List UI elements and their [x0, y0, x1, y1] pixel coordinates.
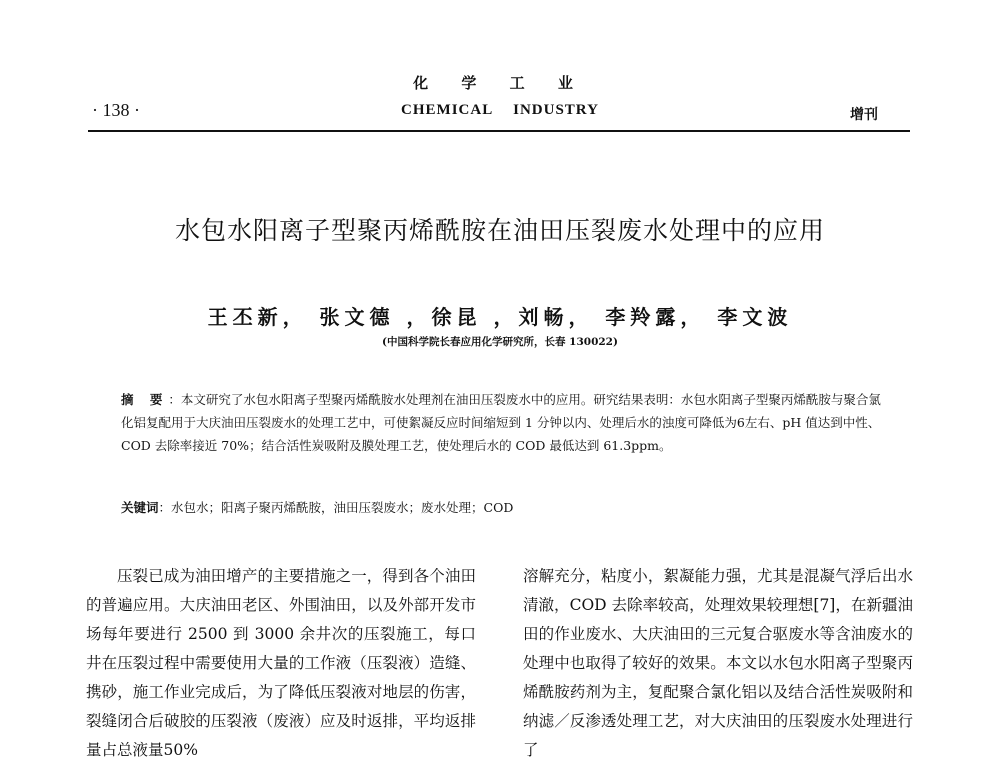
abstract: [121, 388, 881, 457]
keywords: [121, 496, 881, 519]
author-list: 王丕新， 张文德 ，徐昆 ，刘畅， 李羚露， 李文波: [207, 305, 793, 329]
abstract-text: ：本文研究了水包水阳离子型聚丙烯酰胺水处理剂在油田压裂废水中的应用。研究结果表明：水包水阳离子型聚丙烯酰胺与聚合氯化铝复配用于大庆油田压裂废水的处理工艺中，可使絮凝反应时间缩短到 1 分钟以内、处理后水的浊度可降低为6左右、pH 值达到中性、COD 去除率接近 70%；结合活性炭吸附及膜处理工艺，使处理后水的 COD 最低达到 61.3ppm。: [121, 392, 881, 453]
issue-label: 增刊: [850, 107, 878, 123]
journal-name-chinese: 化 学 工 业: [413, 74, 587, 92]
abstract-label: 摘 要: [121, 392, 169, 407]
page-number: · 138 ·: [92, 100, 140, 120]
body-column-right: 溶解充分，粘度小，絮凝能力强，尤其是混凝气浮后出水清澈，COD 去除率较高，处理效果较理想[7]，在新疆油田的作业废水、大庆油田的三元复合驱废水等含油废水的处理中也取得了较好的效果。本文以水包水阳离子型聚丙烯酰胺药剂为主，复配聚合氯化铝以及结合活性炭吸附和纳滤／反渗透处理工艺，对大庆油田的压裂废水处理进行了: [523, 567, 913, 759]
keywords-label: 关键词: [121, 500, 159, 515]
body-column-left: 压裂已成为油田增产的主要措施之一，得到各个油田的普遍应用。大庆油田老区、外围油田，以及外部开发市场每年要进行 2500 到 3000 余井次的压裂施工，每口井在压裂过程中需要使用大量的工作液（压裂液）造缝、携砂，施工作业完成后，为了降低压裂液对地层的伤害，裂缝闭合后破胶的压裂液（废液）应及时返排，平均返排量占总液量50%: [86, 567, 476, 759]
article-title: 水包水阳离子型聚丙烯酰胺在油田压裂废水处理中的应用: [174, 216, 825, 245]
journal-name-english: CHEMICAL INDUSTRY: [401, 102, 599, 118]
header-divider: [88, 130, 910, 132]
affiliation: (中国科学院长春应用化学研究所，长春 130022): [382, 336, 618, 348]
keywords-text: ：水包水；阳离子聚丙烯酰胺，油田压裂废水；废水处理；COD: [158, 500, 514, 515]
